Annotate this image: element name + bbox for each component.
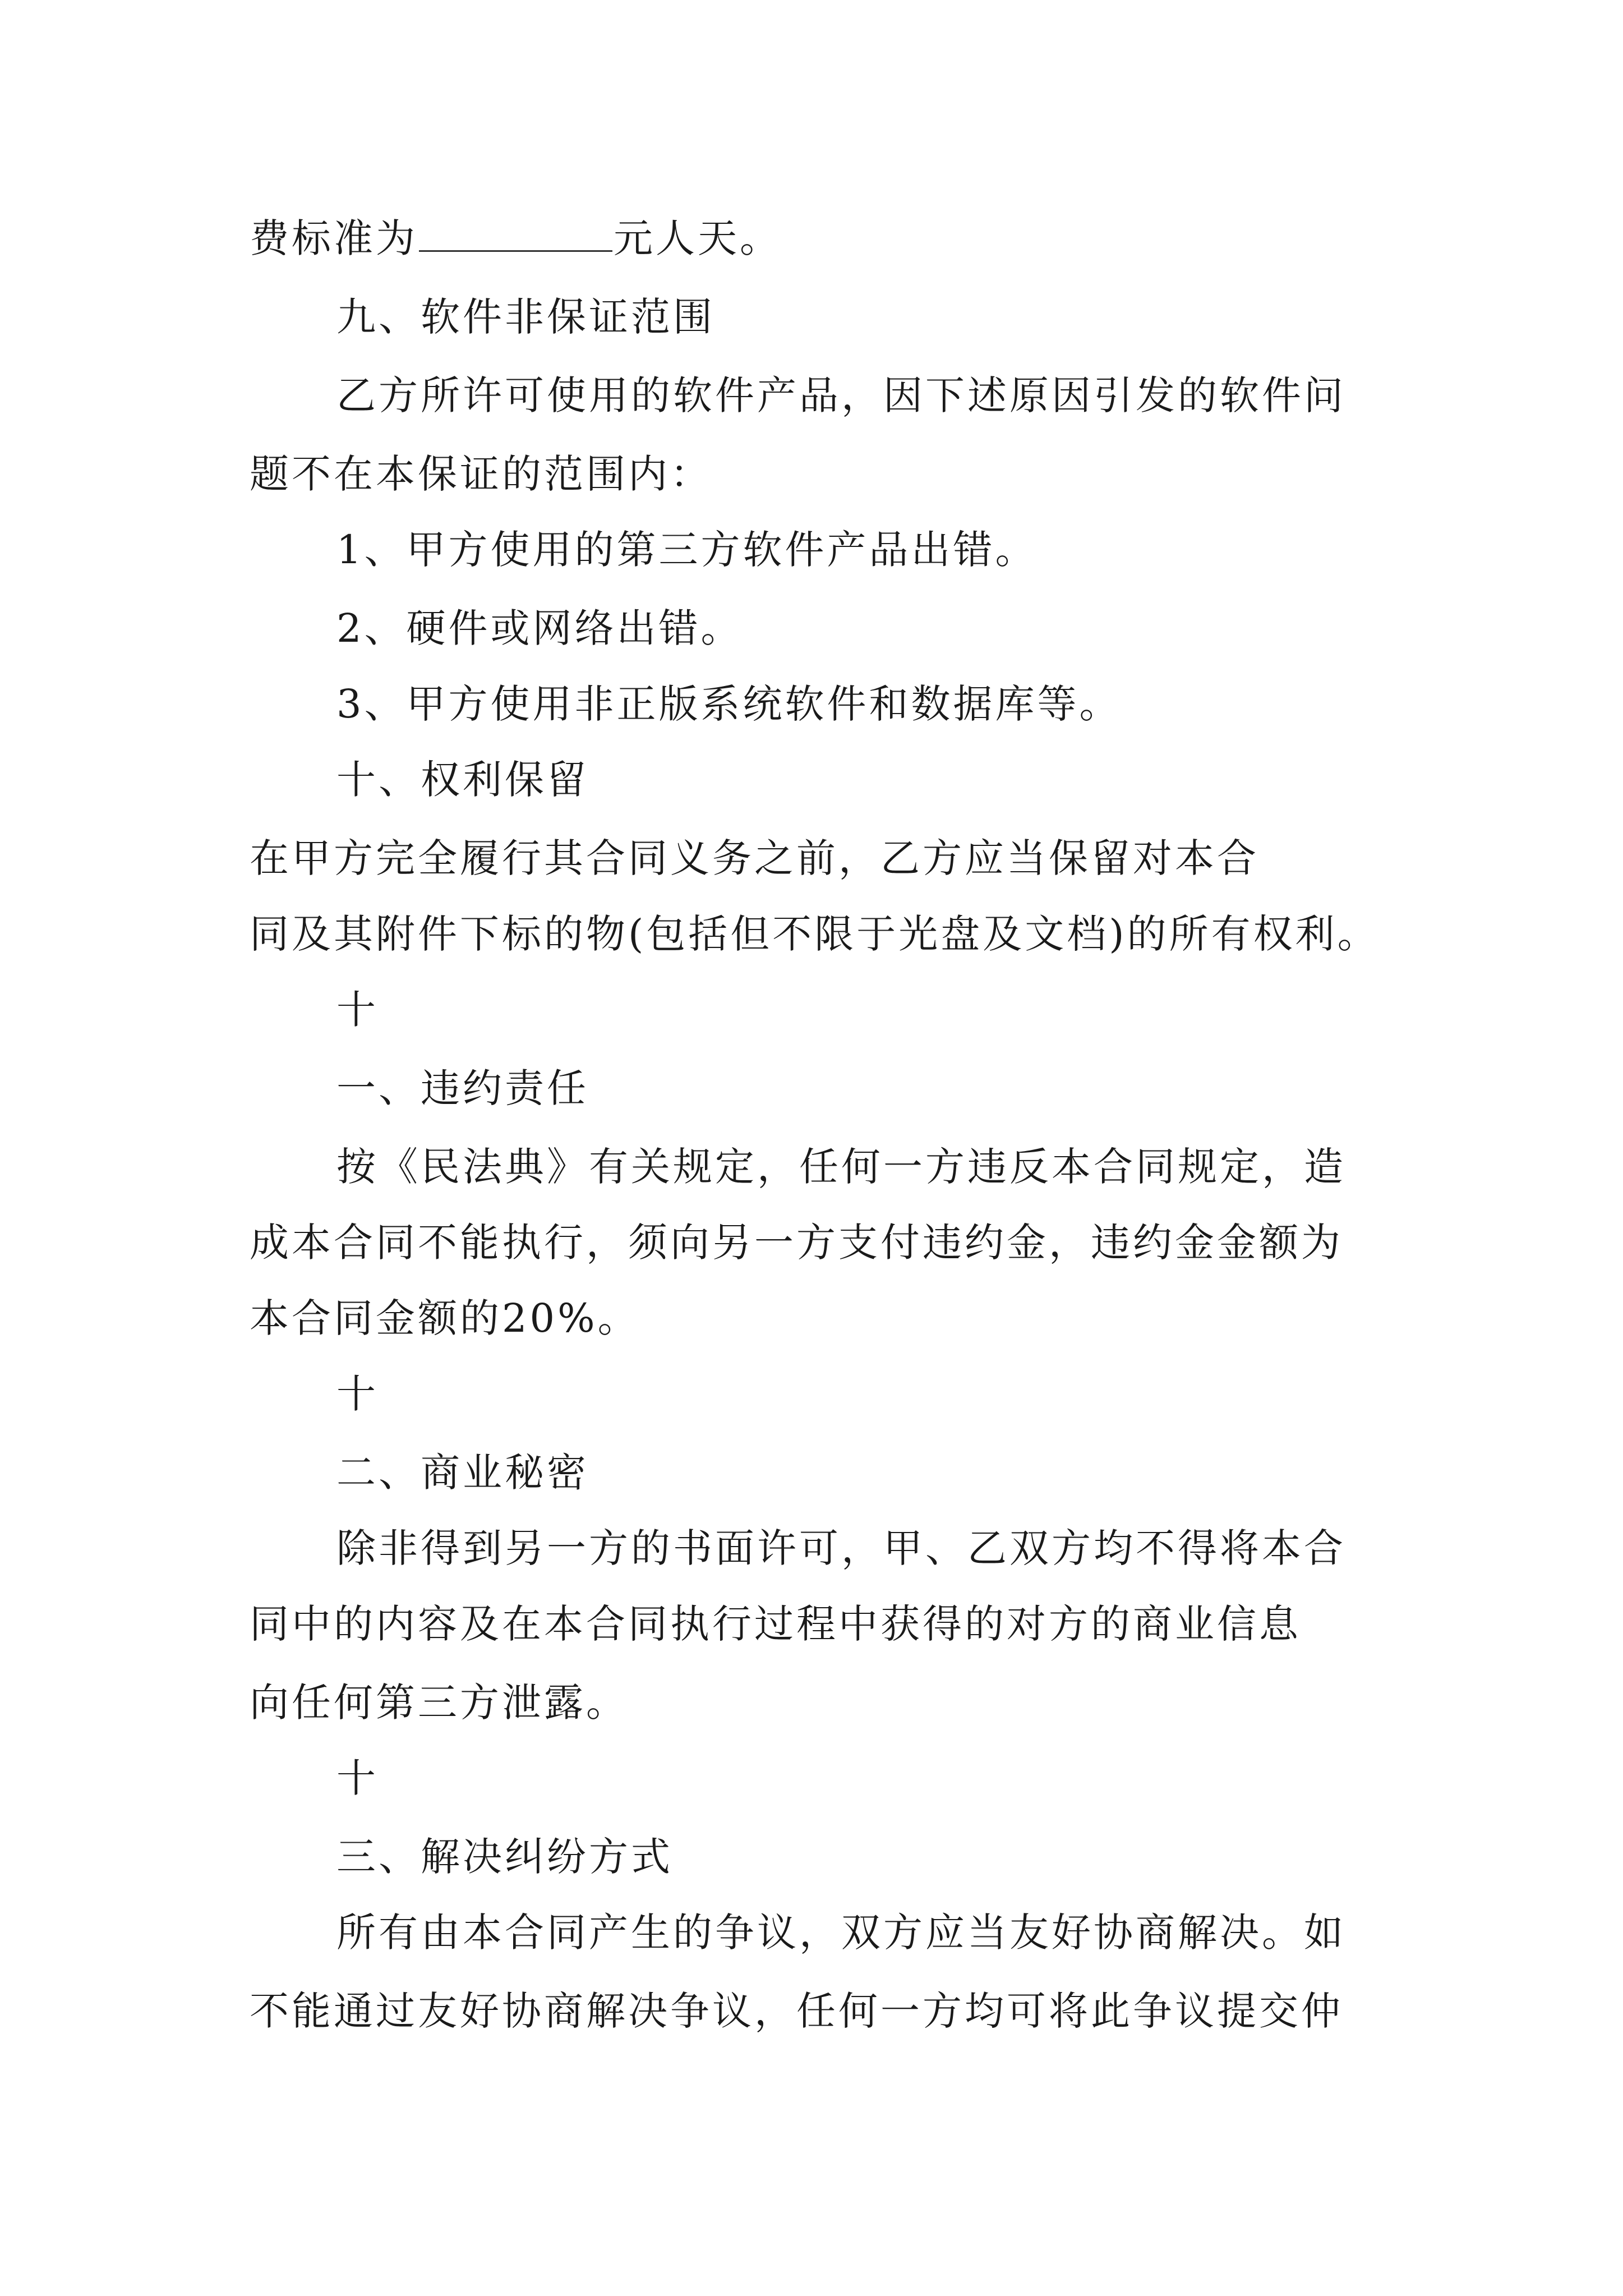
fee-amount-blank: [419, 217, 612, 252]
paragraph-line: 本合同金额的20%。: [250, 1295, 640, 1341]
paragraph-line: 题不在本保证的范围内：: [250, 451, 712, 497]
paragraph-line: 同中的内容及在本合同执行过程中获得的对方的商业信息: [250, 1601, 1301, 1647]
fee-standard-suffix: 元人天。: [614, 215, 782, 261]
section-number-fragment: 十: [336, 1755, 379, 1801]
section-number-fragment: 十: [336, 987, 379, 1033]
paragraph-line: 不能通过友好协商解决争议，任何一方均可将此争议提交仲: [250, 1988, 1343, 2034]
section-heading-rights-reservation: 十、权利保留: [336, 757, 589, 803]
paragraph-line: 在甲方完全履行其合同义务之前，乙方应当保留对本合: [250, 835, 1259, 881]
paragraph-line: 向任何第三方泄露。: [250, 1680, 628, 1726]
list-item: 3、甲方使用非正版系统软件和数据库等。: [336, 681, 1122, 727]
section-number-fragment: 十: [336, 1371, 379, 1417]
list-item: 2、硬件或网络出错。: [336, 605, 743, 651]
list-item: 1、甲方使用的第三方软件产品出错。: [336, 527, 1038, 573]
paragraph-line: 所有由本合同产生的争议，双方应当友好协商解决。如: [336, 1910, 1346, 1955]
paragraph-line: 按《民法典》有关规定，任何一方违反本合同规定，造: [336, 1144, 1346, 1190]
paragraph-line: 乙方所许可使用的软件产品，因下述原因引发的软件问: [336, 372, 1346, 418]
paragraph-line: 成本合同不能执行，须向另一方支付违约金，违约金金额为: [250, 1220, 1343, 1266]
paragraph-line: 同及其附件下标的物(包括但不限于光盘及文档)的所有权利。: [250, 911, 1380, 957]
fee-standard-prefix: 费标准为: [250, 215, 418, 261]
section-heading-dispute-resolution: 三、解决纠纷方式: [336, 1834, 673, 1880]
paragraph-line: 除非得到另一方的书面许可，甲、乙双方均不得将本合: [336, 1525, 1346, 1571]
fee-standard-line: [250, 213, 782, 264]
section-heading-non-warranty-scope: 九、软件非保证范围: [336, 294, 715, 340]
section-heading-liability: 一、违约责任: [336, 1065, 589, 1111]
section-heading-trade-secrets: 二、商业秘密: [336, 1450, 589, 1496]
